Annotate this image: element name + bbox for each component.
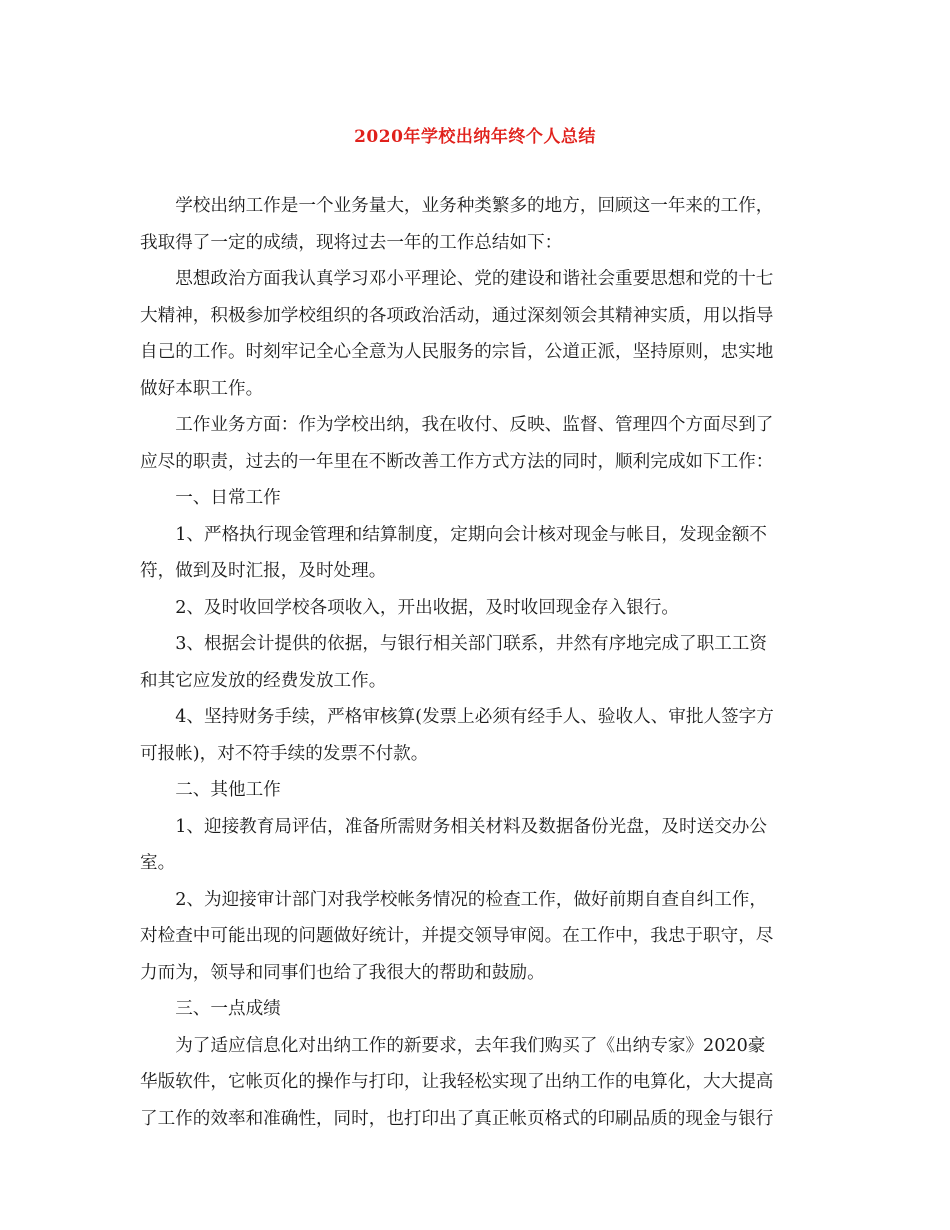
paragraph-line: 3、根据会计提供的依据，与银行相关部门联系，井然有序地完成了职工工资 [175,634,767,654]
paragraph-line: 为了适应信息化对出纳工作的新要求，去年我们购买了《出纳专家》2020豪 [175,1035,766,1056]
paragraph-line: 4、坚持财务手续，严格审核算(发票上必须有经手人、验收人、审批人签字方 [175,707,774,727]
document-title: 2020年学校出纳年终个人总结 [354,127,596,147]
paragraph [140,882,820,992]
heading-line: 三、一点成绩 [175,999,281,1019]
paragraph-line: 2、及时收回学校各项收入，开出收据，及时收回现金存入银行。 [175,597,680,618]
paragraph-line: 符，做到及时汇报，及时处理。 [140,561,387,581]
paragraph-line: 工作业务方面：作为学校出纳，我在收付、反映、监督、管理四个方面尽到了 [175,415,774,435]
paragraph-line: 应尽的职责，过去的一年里在不断改善工作方式方法的同时，顺利完成如下工作： [140,451,774,472]
paragraph-line: 1、迎接教育局评估，准备所需财务相关材料及数据备份光盘，及时送交办公 [175,816,767,837]
section-heading [140,480,820,517]
paragraph-line: 思想政治方面我认真学习邓小平理论、党的建设和谐社会重要思想和党的十七 [175,269,774,289]
paragraph-line: 我取得了一定的成绩，现将过去一年的工作总结如下： [140,232,563,253]
paragraph [140,517,820,590]
paragraph-line: 室。 [140,853,176,873]
heading-line: 一、日常工作 [175,488,281,508]
paragraph [140,809,820,882]
heading-line: 二、其他工作 [175,780,281,800]
paragraph-line: 大精神，积极参加学校组织的各项政治活动，通过深刻领会其精神实质，用以指导 [140,305,774,326]
paragraph [140,626,820,699]
section-heading [140,991,820,1028]
paragraph-line: 和其它应发放的经费发放工作。 [140,670,387,691]
paragraph [140,590,820,627]
paragraph-line: 自己的工作。时刻牢记全心全意为人民服务的宗旨，公道正派，坚持原则，忠实地 [140,342,774,362]
paragraph-line: 做好本职工作。 [140,378,264,399]
paragraph [140,261,820,407]
paragraph-line: 对检查中可能出现的问题做好统计，并提交领导审阅。在工作中，我忠于职守，尽 [140,926,774,946]
paragraph [140,699,820,772]
paragraph-line: 力而为，领导和同事们也给了我很大的帮助和鼓励。 [140,962,545,983]
paragraph [140,1028,820,1138]
document-body [140,188,820,1137]
paragraph [140,188,820,261]
paragraph-line: 1、严格执行现金管理和结算制度，定期向会计核对现金与帐目，发现金额不 [175,524,767,545]
paragraph-line: 可报帐)，对不符手续的发票不付款。 [140,743,429,764]
paragraph-line: 华版软件，它帐页化的操作与打印，让我轻松实现了出纳工作的电算化，大大提高 [140,1072,774,1092]
paragraph-line: 学校出纳工作是一个业务量大，业务种类繁多的地方，回顾这一年来的工作， [175,196,774,216]
paragraph-line: 了工作的效率和准确性，同时，也打印出了真正帐页格式的印刷品质的现金与银行 [140,1108,774,1129]
paragraph [140,407,820,480]
section-heading [140,772,820,809]
paragraph-line: 2、为迎接审计部门对我学校帐务情况的检查工作，做好前期自查自纠工作， [175,889,767,910]
